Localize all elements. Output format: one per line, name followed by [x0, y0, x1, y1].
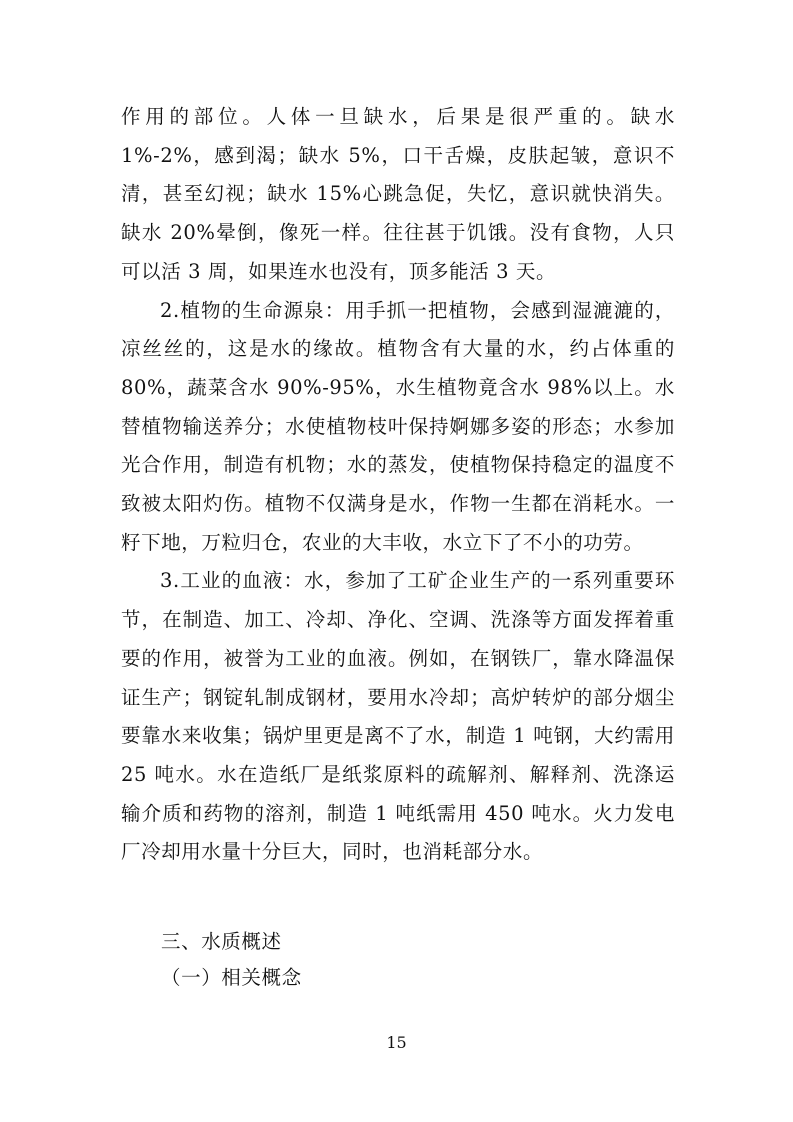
- page-number: 15: [386, 1033, 407, 1052]
- paragraph-plants-water: 2.植物的生命源泉：用手抓一把植物，会感到湿漉漉的，凉丝丝的，这是水的缘故。植物含有大量的水，约占体重的 80%，蔬菜含水 90%-95%，水生植物竟含水 98%以上。水替植物输送养分；水使植物枝叶保持婀娜多姿的形态；水参加光合作用，制造有机物；水的蒸发，使植物保持稳定的温度不致被太阳灼伤。植物不仅满身是水，作物一生都在消耗水。一籽下地，万粒归仓，农业的大丰收，水立下了不小的功劳。: [121, 298, 675, 554]
- subsection-heading: （一）相关概念: [161, 966, 302, 989]
- paragraph-human-dehydration: 作用的部位。人体一旦缺水，后果是很严重的。缺水 1%-2%，感到渴；缺水 5%，口干舌燥，皮肤起皱，意识不清，甚至幻视；缺水 15%心跳急促，失忆，意识就快消失。缺水 20%晕倒，像死一样。往往甚于饥饿。没有食物，人只可以活 3 周，如果连水也没有，顶多能活 3 天。: [121, 105, 675, 283]
- paragraph-industry-water: 3.工业的血液：水，参加了工矿企业生产的一系列重要环节，在制造、加工、冷却、净化、空调、洗涤等方面发挥着重要的作用，被誉为工业的血液。例如，在钢铁厂，靠水降温保证生产；钢锭轧制成钢材，要用水冷却；高炉转炉的部分烟尘要靠水来收集；锅炉里更是离不了水，制造 1 吨钢，大约需用 25 吨水。水在造纸厂是纸浆原料的疏解剂、解释剂、洗涤运输介质和药物的溶剂，制造 1 吨纸需用 450 吨水。火力发电厂冷却用水量十分巨大，同时，也消耗部分水。: [121, 569, 675, 864]
- section-heading: 三、水质概述: [161, 930, 282, 953]
- body-text: [121, 98, 675, 872]
